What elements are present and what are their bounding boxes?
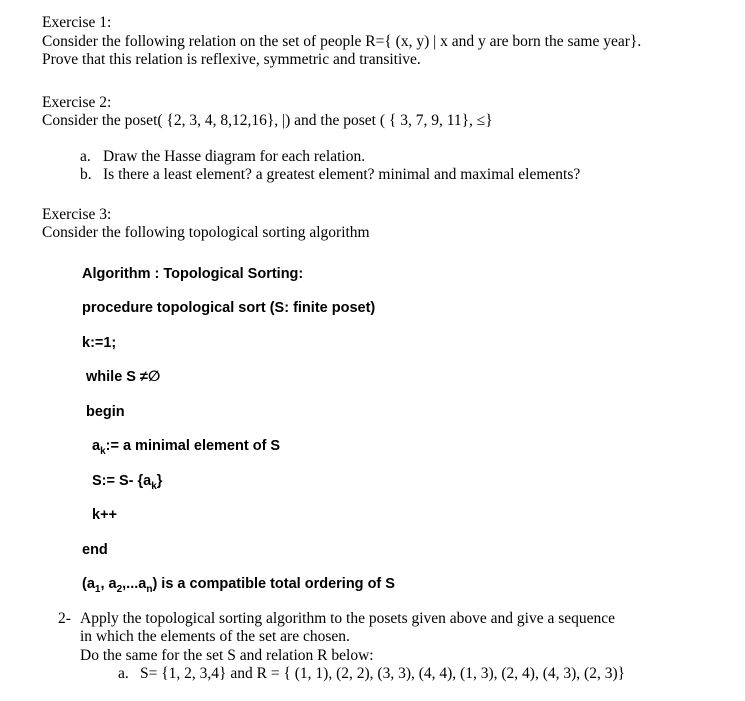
exercise2-title: Exercise 2: — [42, 93, 112, 111]
exercise2-section — [42, 94, 701, 185]
ordering-seg: (a — [82, 576, 95, 592]
s-subscript: k — [151, 480, 157, 492]
algorithm-ordering-line — [82, 575, 701, 594]
exercise2-list — [42, 148, 701, 185]
ak-subscript: k — [100, 445, 106, 457]
algorithm-begin-line: begin — [86, 403, 125, 420]
list-marker: b. — [80, 166, 92, 183]
exercise3-line-1: Consider the following topological sorting algorithm — [42, 224, 370, 241]
ordering-seg: ,...a — [122, 576, 147, 592]
algorithm-k-init-line: k:=1; — [82, 334, 117, 351]
task2-number: 2- — [58, 609, 71, 627]
algorithm-while-line: while S ≠∅ — [86, 369, 161, 385]
ordering-subscript: 1 — [94, 583, 101, 595]
task2-text: Apply the topological sorting algorithm to the posets given above and give a sequence — [80, 609, 616, 627]
algorithm-procedure-line: procedure topological sort (S: finite poset) — [82, 300, 376, 316]
algorithm-ak-line — [92, 437, 701, 456]
s-post: } — [156, 472, 163, 489]
list-item-text: S= {1, 2, 3,4} and R = { (1, 1), (2, 2), (3, 3), (4, 4), (1, 3), (2, 4), (4, 3), (2, 3)} — [140, 665, 626, 682]
ak-post: := a minimal element of S — [105, 438, 281, 454]
algorithm-end-line: end — [82, 541, 108, 558]
task2-line-3: Do the same for the set S and relation R below: — [80, 646, 374, 664]
exercise1-title: Exercise 1: — [42, 14, 112, 31]
algorithm-title: Algorithm : Topological Sorting: — [82, 265, 304, 282]
algorithm-k-increment-line: k++ — [92, 507, 117, 523]
ak-pre: a — [92, 438, 101, 454]
ordering-seg: ) is a compatible total ordering of S — [152, 576, 395, 592]
list-item-text: Is there a least element? a greatest element? minimal and maximal elements? — [103, 166, 581, 183]
ordering-subscript: n — [146, 583, 153, 595]
exercise2-line-1: Consider the poset( {2, 3, 4, 8,12,16}, |) and the poset ( { 3, 7, 9, 11}, ≤} — [42, 112, 493, 129]
s-pre: S:= S- {a — [92, 472, 152, 489]
list-marker: a. — [80, 147, 91, 165]
task2-line-2: in which the elements of the set are chosen. — [80, 628, 350, 645]
algorithm-block — [82, 265, 701, 595]
exercise3-section — [42, 206, 701, 243]
exercise1-line-2: Prove that this relation is reflexive, symmetric and transitive. — [42, 51, 421, 68]
algorithm-s-line — [92, 472, 701, 491]
task2-section — [42, 610, 701, 684]
exercise3-title: Exercise 3: — [42, 205, 112, 223]
ordering-seg: , a — [100, 576, 117, 592]
list-item — [118, 665, 701, 684]
task2-line-1 — [42, 610, 701, 629]
list-item — [80, 148, 701, 167]
list-marker: a. — [118, 665, 129, 682]
list-item — [80, 166, 701, 185]
list-item-text: Draw the Hasse diagram for each relation. — [103, 147, 366, 165]
exercise1-line-1: Consider the following relation on the set of people R={ (x, y) | x and y are born the same year}. — [42, 32, 642, 50]
ordering-subscript: 2 — [116, 583, 123, 595]
